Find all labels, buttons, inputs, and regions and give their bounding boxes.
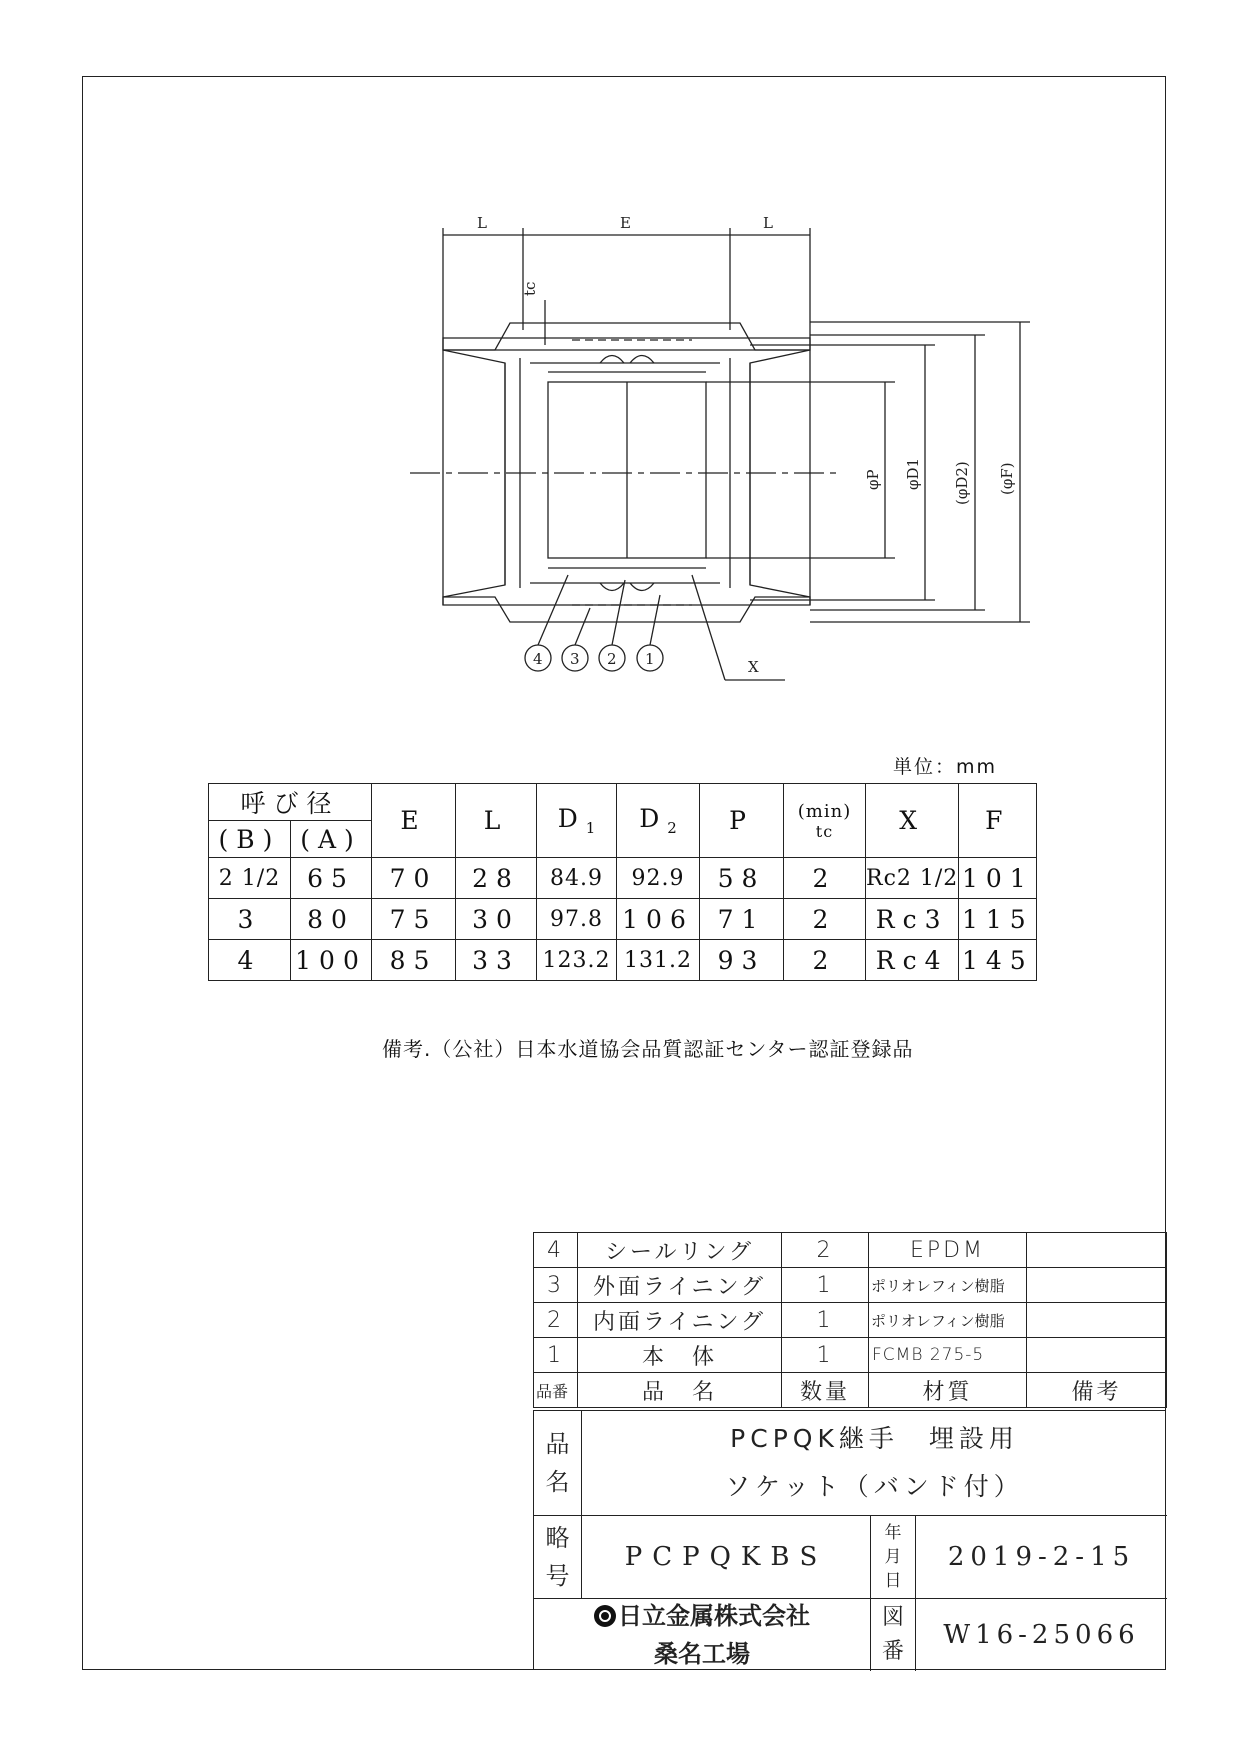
company-logo-icon [594, 1605, 616, 1627]
cell-X: Rc2 1/2 [866, 858, 959, 899]
part-no: 3 [534, 1268, 578, 1303]
balloon-4-label: 4 [533, 650, 543, 668]
table-row [209, 899, 1037, 940]
cell-A: 65 [291, 858, 372, 899]
socket-cross-section-drawing [0, 0, 1240, 760]
part-remark [1027, 1268, 1167, 1303]
plant-name: 桑名工場 [654, 1640, 750, 1668]
name-label: 品 名 [534, 1411, 582, 1516]
part-qty: 2 [782, 1233, 869, 1268]
cell-A: 80 [291, 899, 372, 940]
cell-E: 75 [372, 899, 456, 940]
cell-L: 30 [456, 899, 537, 940]
cell-P: 58 [700, 858, 784, 899]
cell-P: 71 [700, 899, 784, 940]
cell-X: Rc4 [866, 940, 959, 981]
part-qty: 1 [782, 1303, 869, 1338]
leader-X-label: X [748, 658, 759, 676]
cell-D2: 106 [617, 899, 700, 940]
cell-B: 2 1/2 [209, 858, 291, 899]
parts-list [533, 1232, 1167, 1408]
product-name-line2: ソケット（バンド付） [725, 1472, 1024, 1501]
cell-L: 33 [456, 940, 537, 981]
product-name [582, 1411, 1167, 1516]
table-row [209, 940, 1037, 981]
header-X: X [866, 784, 959, 858]
part-material: ポリオレフィン樹脂 [869, 1268, 1027, 1303]
balloon-2-label: 2 [607, 650, 617, 668]
part-remark [1027, 1303, 1167, 1338]
dim-L2-label: L [763, 214, 773, 232]
cell-L: 28 [456, 858, 537, 899]
date-label: 年 月 日 [871, 1516, 916, 1599]
cell-P: 93 [700, 940, 784, 981]
cell-D1: 97.8 [537, 899, 617, 940]
cell-D2: 92.9 [617, 858, 700, 899]
header-P: P [700, 784, 784, 858]
cell-B: 4 [209, 940, 291, 981]
header-remark: 備考 [1027, 1373, 1167, 1408]
table-row [209, 858, 1037, 899]
cell-tc: 2 [784, 858, 866, 899]
product-name-line1: PCPQK継手 埋設用 [730, 1424, 1019, 1453]
cell-F: 101 [959, 858, 1037, 899]
cell-tc: 2 [784, 899, 866, 940]
cell-D1: 84.9 [537, 858, 617, 899]
header-part-no: 品番 [534, 1373, 578, 1408]
parts-row [534, 1233, 1167, 1268]
cell-B: 3 [209, 899, 291, 940]
cell-tc: 2 [784, 940, 866, 981]
company-name: 日立金属株式会社 [618, 1602, 810, 1630]
drawing-number: W16-25066 [943, 1620, 1140, 1650]
remarks-note: 備考.（公社）日本水道協会品質認証センター認証登録品 [382, 1037, 914, 1061]
part-material: FCMB 275-5 [869, 1338, 1027, 1373]
abbr-label: 略 号 [534, 1516, 582, 1599]
parts-row [534, 1338, 1167, 1373]
cell-X: Rc3 [866, 899, 959, 940]
parts-row [534, 1268, 1167, 1303]
header-D1: $D_1$ [537, 784, 617, 858]
header-E: E [372, 784, 456, 858]
balloon-3-label: 3 [570, 650, 580, 668]
part-remark [1027, 1338, 1167, 1373]
dim-P-label: φP [864, 469, 882, 490]
cell-F: 145 [959, 940, 1037, 981]
part-name: シールリング [578, 1233, 782, 1268]
part-name: 内面ライニング [578, 1303, 782, 1338]
title-block [533, 1410, 1166, 1670]
dim-tc-label: tc [521, 281, 539, 296]
header-nominal: 呼び径 [209, 784, 372, 821]
part-no: 4 [534, 1233, 578, 1268]
header-A: (A) [291, 821, 372, 858]
cell-D1: 123.2 [537, 940, 617, 981]
header-tc: (min) tc [784, 784, 866, 858]
header-material: 材質 [869, 1373, 1027, 1408]
cell-E: 85 [372, 940, 456, 981]
header-D2: $D_2$ [617, 784, 700, 858]
header-F: F [959, 784, 1037, 858]
abbr-code: PCPQKBS [582, 1516, 871, 1599]
header-L: L [456, 784, 537, 858]
header-part-name: 品 名 [578, 1373, 782, 1408]
part-no: 2 [534, 1303, 578, 1338]
unit-label: 単位：mm [893, 756, 998, 778]
part-qty: 1 [782, 1268, 869, 1303]
part-material: EPDM [869, 1233, 1027, 1268]
date-value: 2019-2-15 [916, 1516, 1167, 1599]
dim-F-label: (φF) [998, 462, 1016, 495]
dimension-table [208, 783, 1037, 981]
header-B: (B) [209, 821, 291, 858]
cell-A: 100 [291, 940, 372, 981]
parts-row [534, 1303, 1167, 1338]
part-name: 外面ライニング [578, 1268, 782, 1303]
dim-L-label: L [477, 214, 487, 232]
dim-D1-label: φD1 [904, 457, 922, 490]
part-qty: 1 [782, 1338, 869, 1373]
cell-F: 115 [959, 899, 1037, 940]
cell-D2: 131.2 [617, 940, 700, 981]
part-no: 1 [534, 1338, 578, 1373]
part-name: 本 体 [578, 1338, 782, 1373]
balloon-1-label: 1 [645, 650, 655, 668]
cell-E: 70 [372, 858, 456, 899]
company-block [534, 1599, 871, 1671]
part-material: ポリオレフィン樹脂 [869, 1303, 1027, 1338]
drawing-no-label: 図 番 [871, 1599, 916, 1671]
header-qty: 数量 [782, 1373, 869, 1408]
dim-E-label: E [620, 214, 631, 232]
parts-header [534, 1373, 1167, 1408]
dim-D2-label: (φD2) [953, 461, 971, 505]
part-remark [1027, 1233, 1167, 1268]
